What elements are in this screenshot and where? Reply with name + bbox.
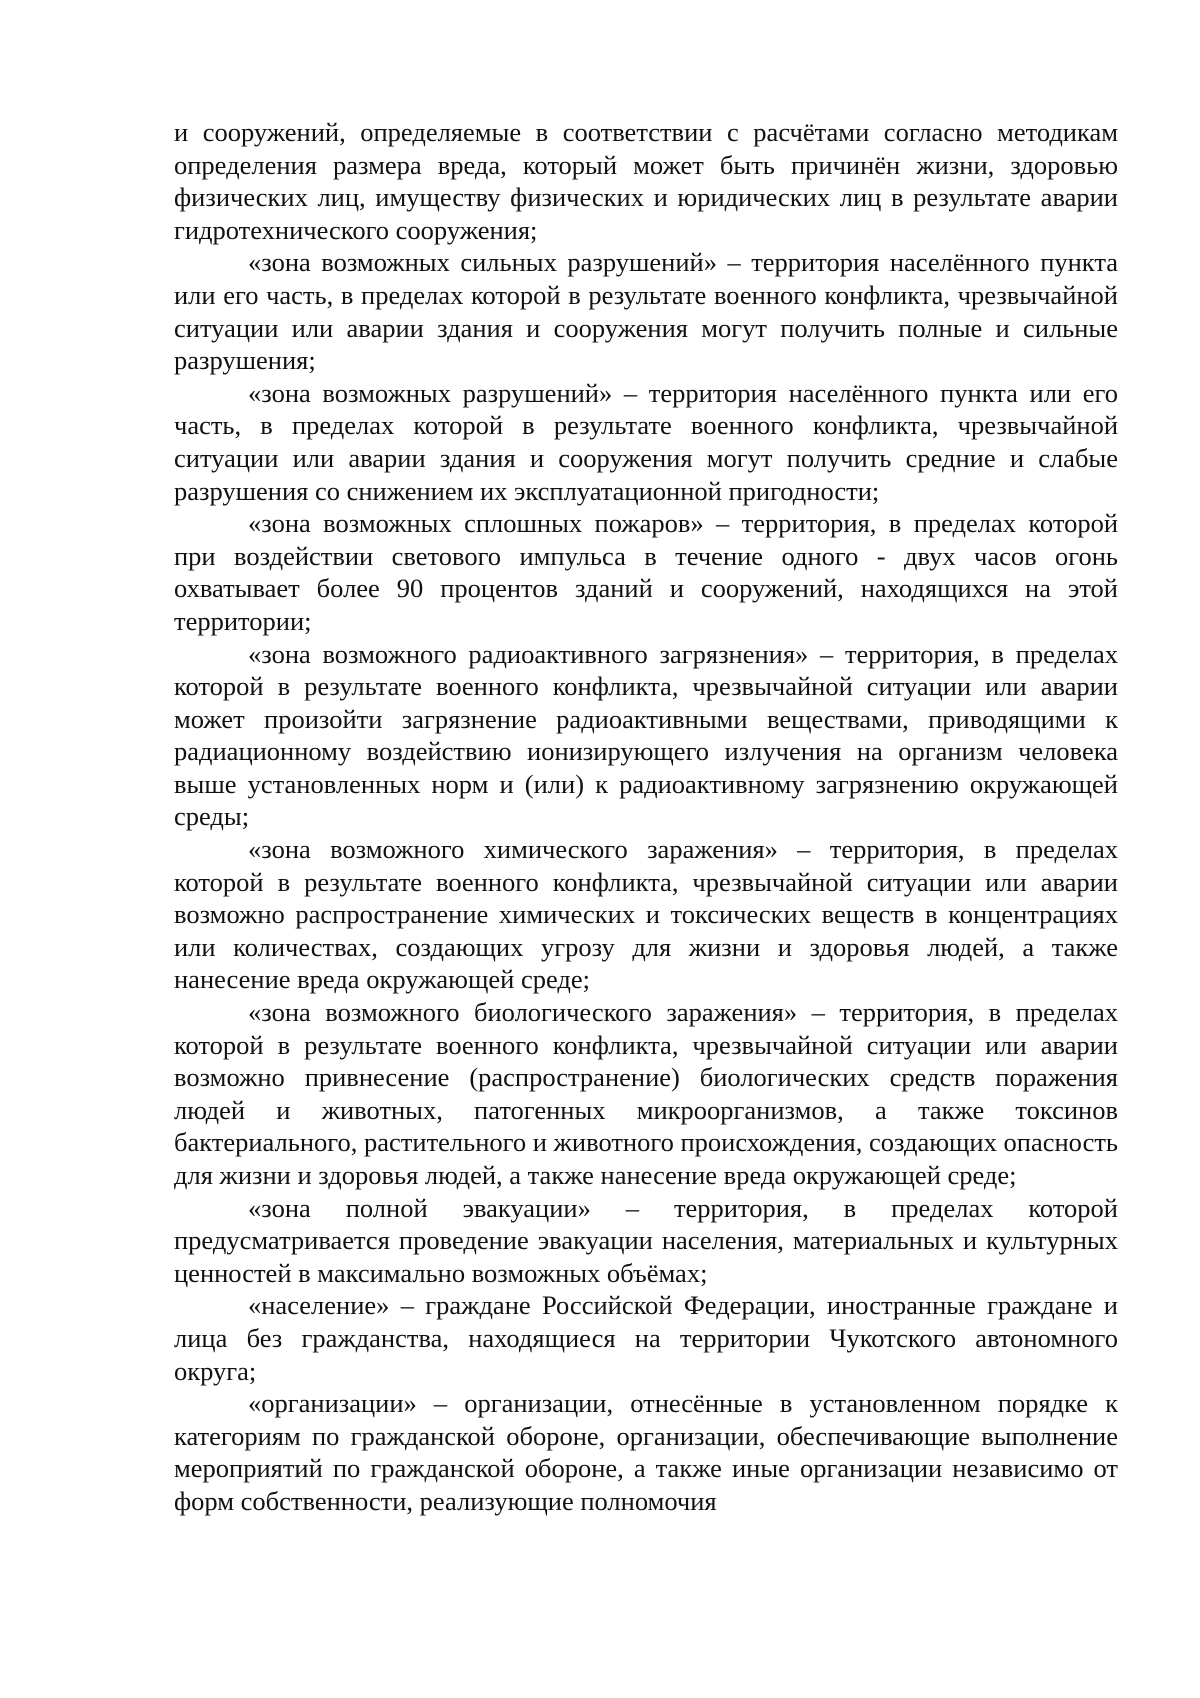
paragraph-continuation: и сооружений, определяемые в соответствии с расчётами согласно методикам определения размера вреда, который может быть причинён жизни, здоровью физических лиц, имуществу физических и юридических лиц в результате аварии гидротехнического сооружения;	[174, 117, 1118, 245]
paragraph-organizations: «организации» – организации, отнесённые в установленном порядке к категориям по гражданской обороне, организации, обеспечивающие выполнение мероприятий по гражданской обороне, а также иные организации независимо от форм собственности, реализующие полномочия	[174, 1388, 1118, 1516]
paragraph-evacuation-zone: «зона полной эвакуации» – территория, в пределах которой предусматривается проведение эвакуации населения, материальных и культурных ценностей в максимально возможных объёмах;	[174, 1192, 1118, 1288]
paragraph-chemical-zone: «зона возможного химического заражения» – территория, в пределах которой в результате военного конфликта, чрезвычайной ситуации или аварии возможно распространение химических и токсических веществ в концентрациях или количествах, создающих угрозу для жизни и здоровья людей, а также нанесение вреда окружающей среде;	[174, 834, 1118, 995]
paragraph-destruction-zone: «зона возможных разрушений» – территория населённого пункта или его часть, в пределах которой в результате военного конфликта, чрезвычайной ситуации или аварии здания и сооружения могут получить средние и слабые разрушения со снижением их эксплуатационной пригодности;	[174, 377, 1118, 506]
paragraph-radioactive-zone: «зона возможного радиоактивного загрязнения» – территория, в пределах которой в результате военного конфликта, чрезвычайной ситуации или аварии может произойти загрязнение радиоактивными веществами, приводящими к радиационному воздействию ионизирующего излучения на организм человека выше установленных норм и (или) к радиоактивному загрязнению окружающей среды;	[174, 638, 1118, 832]
paragraph-strong-destruction-zone: «зона возможных сильных разрушений» – территория населённого пункта или его часть, в пределах которой в результате военного конфликта, чрезвычайной ситуации или аварии здания и сооружения могут получить полные и сильные разрушения;	[174, 247, 1118, 376]
document-page	[174, 116, 1118, 1518]
paragraph-population: «население» – граждане Российской Федерации, иностранные граждане и лица без гражданства, находящиеся на территории Чукотского автономного округа;	[174, 1290, 1118, 1386]
paragraph-fire-zone: «зона возможных сплошных пожаров» – территория, в пределах которой при воздействии светового импульса в течение одного - двух часов огонь охватывает более 90 процентов зданий и сооружений, находящихся на этой территории;	[174, 508, 1118, 636]
paragraph-biological-zone: «зона возможного биологического заражения» – территория, в пределах которой в результате военного конфликта, чрезвычайной ситуации или аварии возможно привнесение (распространение) биологических средств поражения людей и животных, патогенных микроорганизмов, а также токсинов бактериального, растительного и животного происхождения, создающих опасность для жизни и здоровья людей, а также нанесение вреда окружающей среде;	[174, 997, 1118, 1190]
